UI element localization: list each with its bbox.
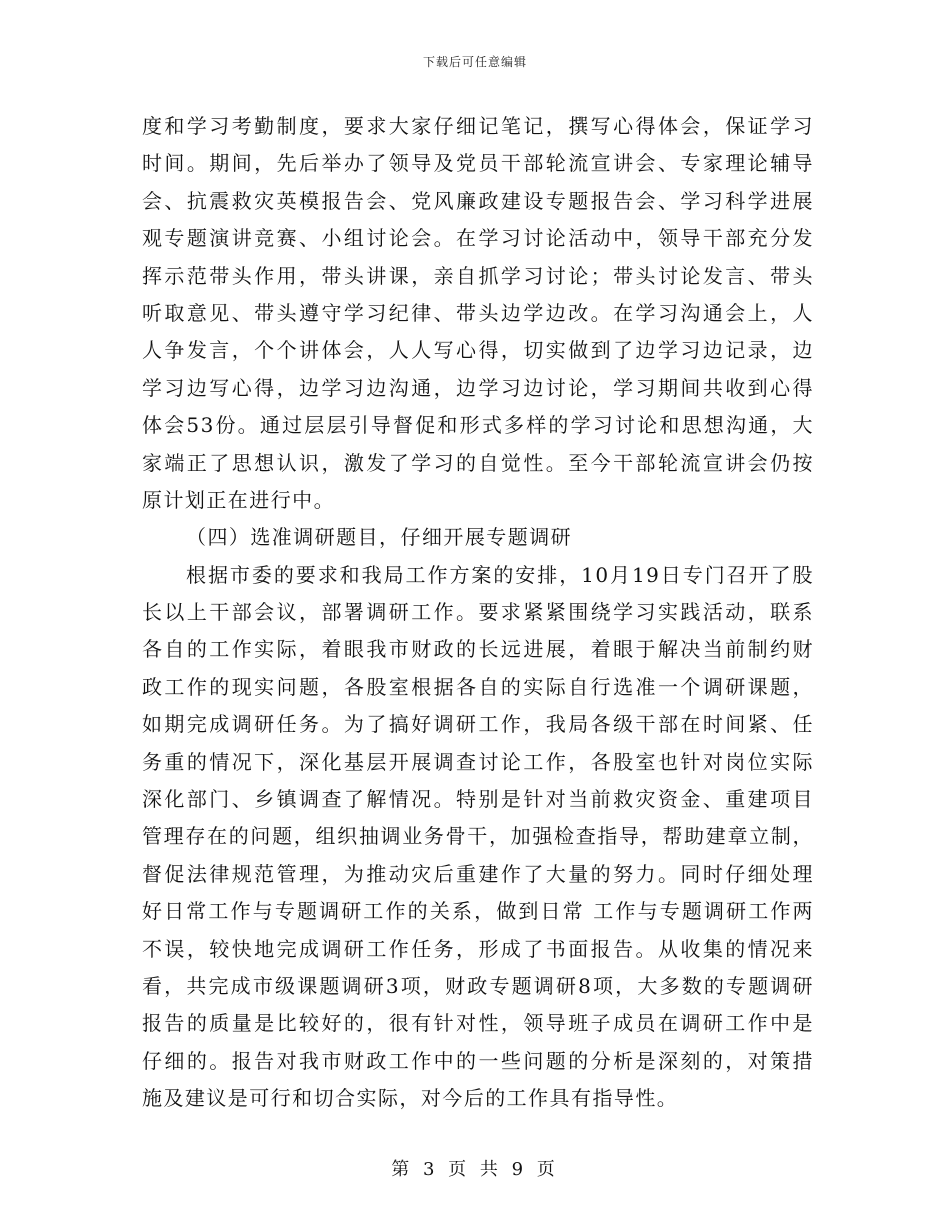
paragraph-line: 会、抗震救灾英模报告会、党风廉政建设专题报告会、学习科学进展 xyxy=(142,188,814,213)
paragraph-line: 仔细的。报告对我市财政工作中的一些问题的分析是深刻的，对策措 xyxy=(142,1048,814,1073)
paragraph-line: 家端正了思想认识，激发了学习的自觉性。至今干部轮流宣讲会仍按 xyxy=(142,450,814,475)
section-heading: （四）选准调研题目，仔细开展专题调研 xyxy=(186,525,573,550)
paragraph-line: 长以上干部会议，部署调研工作。要求紧紧围绕学习实践活动，联系 xyxy=(142,600,814,625)
paragraph-line: 挥示范带头作用，带头讲课，亲自抓学习讨论；带头讨论发言、带头 xyxy=(142,263,814,288)
paragraph-line: 人争发言，个个讲体会，人人写心得，切实做到了边学习边记录，边 xyxy=(142,338,814,363)
paragraph-line: 督促法律规范管理，为推动灾后重建作了大量的努力。同时仔细处理 xyxy=(142,861,814,886)
page-header: 下载后可任意编辑 xyxy=(422,55,527,69)
paragraph-line: 如期完成调研任务。为了搞好调研工作，我局各级干部在时间紧、任 xyxy=(142,712,814,737)
paragraph-line: 报告的质量是比较好的，很有针对性，领导班子成员在调研工作中是 xyxy=(142,1011,814,1036)
paragraph-line: 施及建议是可行和切合实际，对今后的工作具有指导性。 xyxy=(142,1086,679,1111)
page-number-footer: 第 3 页 共 9 页 xyxy=(391,1159,559,1180)
paragraph-line: 时间。期间，先后举办了领导及党员干部轮流宣讲会、专家理论辅导 xyxy=(142,151,814,176)
paragraph-line: 深化部门、乡镇调查了解情况。特别是针对当前救灾资金、重建项目 xyxy=(142,787,814,812)
document-body xyxy=(142,108,814,1118)
paragraph-line: 政工作的现实问题，各股室根据各自的实际自行选准一个调研课题， xyxy=(142,674,814,699)
paragraph-line: 看，共完成市级课题调研3项，财政专题调研8项，大多数的专题调研 xyxy=(142,973,814,998)
paragraph-line: 好日常工作与专题调研工作的关系，做到日常 工作与专题调研工作两 xyxy=(142,899,814,924)
paragraph-line: 管理存在的问题，组织抽调业务骨干，加强检查指导，帮助建章立制， xyxy=(142,824,814,849)
paragraph-line: 原计划正在进行中。 xyxy=(142,487,336,512)
paragraph-line: 根据市委的要求和我局工作方案的安排，10月19日专门召开了股 xyxy=(186,562,814,587)
paragraph-line: 各自的工作实际，着眼我市财政的长远进展，着眼于解决当前制约财 xyxy=(142,637,814,662)
paragraph-line: 度和学习考勤制度，要求大家仔细记笔记，撰写心得体会，保证学习 xyxy=(142,114,814,138)
paragraph-line: 观专题演讲竞赛、小组讨论会。在学习讨论活动中，领导干部充分发 xyxy=(142,226,814,251)
paragraph-line: 听取意见、带头遵守学习纪律、带头边学边改。在学习沟通会上，人 xyxy=(142,300,814,325)
paragraph-line: 不误，较快地完成调研工作任务，形成了书面报告。从收集的情况来 xyxy=(142,936,814,961)
paragraph-line: 学习边写心得，边学习边沟通，边学习边讨论，学习期间共收到心得 xyxy=(142,375,814,400)
paragraph-line: 务重的情况下，深化基层开展调查讨论工作，各股室也针对岗位实际 xyxy=(142,749,814,774)
paragraph-line: 体会53份。通过层层引导督促和形式多样的学习讨论和思想沟通，大 xyxy=(142,413,814,438)
